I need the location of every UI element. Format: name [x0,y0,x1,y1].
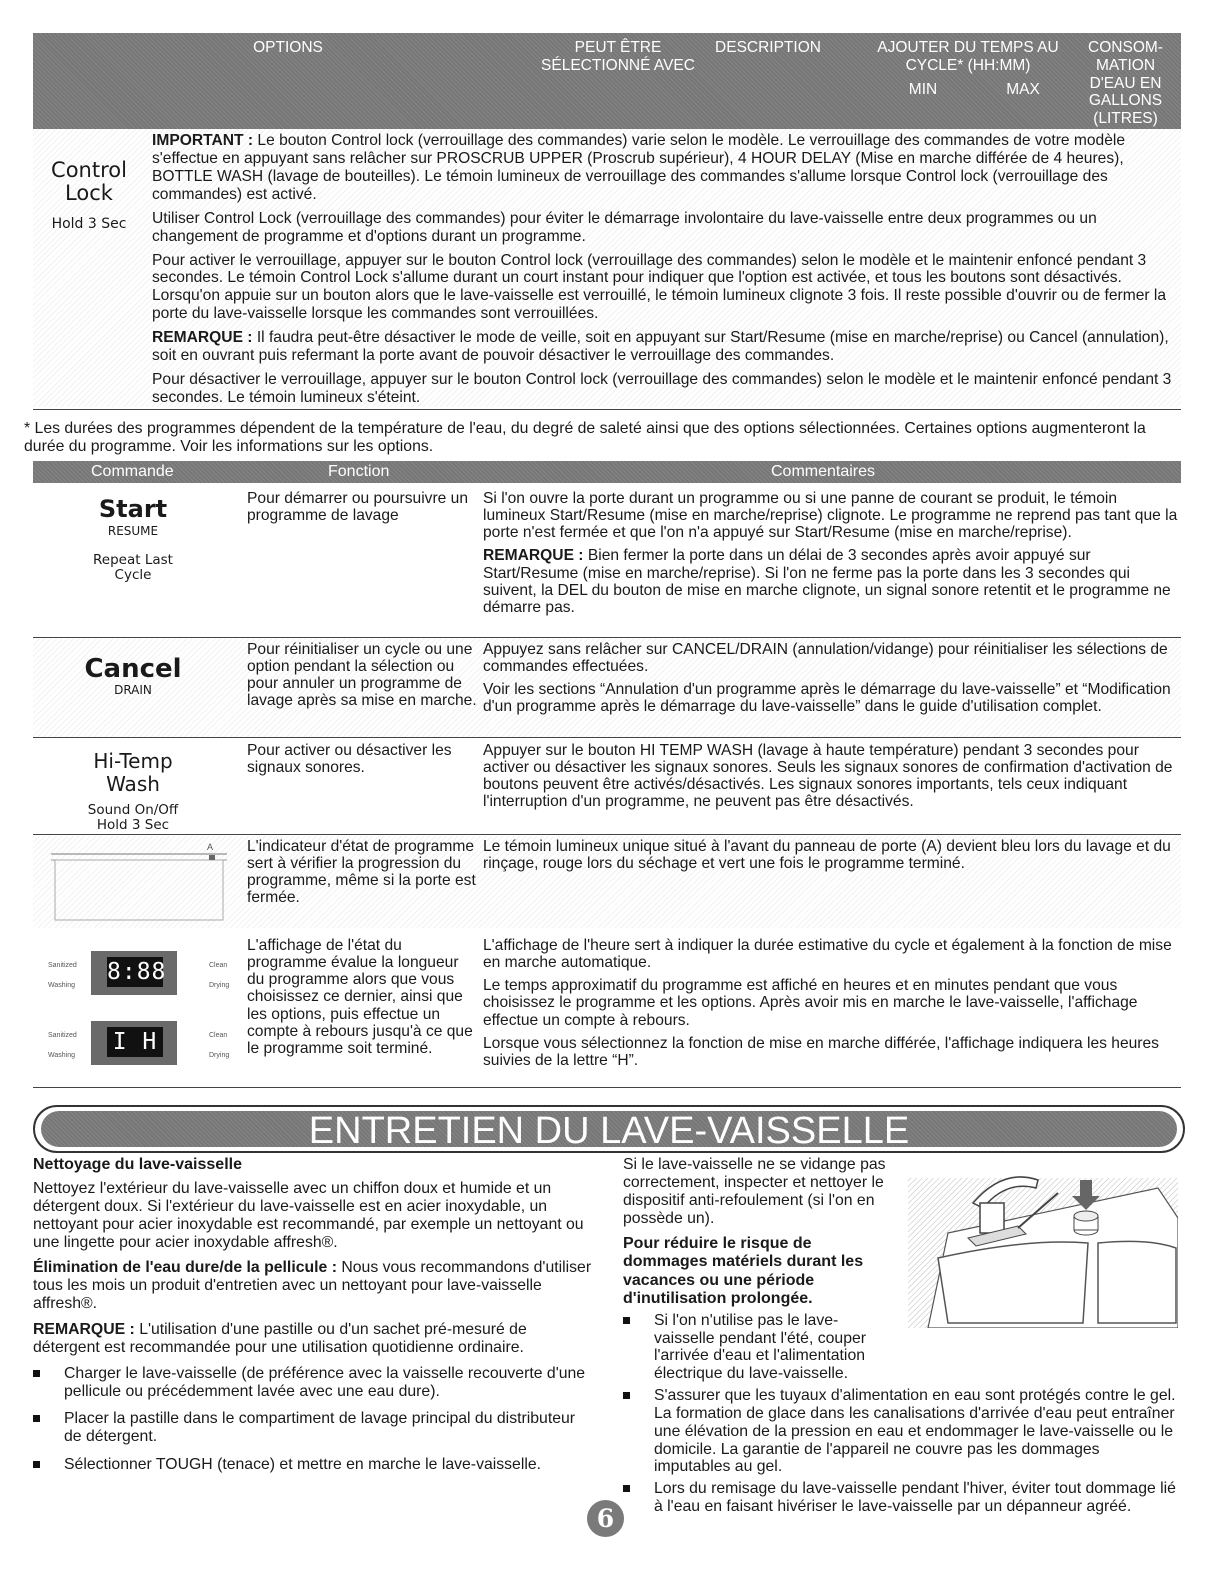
header-commentaires: Commentaires [771,463,876,480]
cleaning-heading: Nettoyage du lave-vaisselle [33,1156,242,1173]
delay-display [91,1021,177,1065]
maint-remarque-text: L'utilisation d'une pastille ou d'un sachet pré-mesuré de détergent est recommandée pour une utilisation quotidienne ordinaire. [33,1320,527,1356]
display-comments [483,937,1178,1075]
list-item: Charger le lave-vaisselle (de préférence avec la vaisselle recouverte d'une pellicule ou précédemment lavée avec une eau dure). [33,1365,593,1401]
control-lock-subtitle: Hold 3 Sec [51,216,127,233]
list-item: Placer la pastille dans le compartiment de lavage principal du distributeur de détergent. [33,1410,593,1446]
display-comment-3: Lorsque vous sélectionnez la fonction de mise en marche différée, l'affichage indiquera les heures suivies de la lettre “H”. [483,1034,1159,1069]
cancel-comment-2: Voir les sections “Annulation d'un programme après le démarrage du lave-vaisselle” et “Modification d'un programme après le démarrage du lave-vaisselle” dans le guide d'utilisation complet. [483,681,1171,716]
command-table-header [33,461,1181,483]
cancel-fonction: Pour réinitialiser un cycle ou une option pendant la sélection ou pour annuler un programme de lavage après sa mise en marche. [247,641,477,710]
remarque-paragraph [152,329,1174,365]
list-item: Sélectionner TOUGH (tenace) et mettre en marche le lave-vaisselle. [33,1456,593,1474]
display-fonction: L'affichage de l'état du programme évalue la longueur du programme alors que vous choisissez ce dernier, ainsi que les options, puis effectue un compte à rebours jusqu'à ce que le programme soit terminé. [247,937,473,1057]
section-banner [33,1105,1185,1153]
divider [33,737,1181,738]
display-comment-2: Le temps approximatif du programme est affiché en heures et en minutes pendant que vous choisissez le programme et les options. Après avoir mis en marche le lave-vaisselle, l'affichage effectue un compte à rebours. [483,977,1138,1029]
hitemp-title-1: Hi-Temp [93,749,173,773]
control-lock-para-3: Pour activer le verrouillage, appuyer sur le bouton Control lock (verrouillage des commandes) selon le modèle et le maintenir enfoncé pendant 3 secondes. Le témoin Control Lock s'allume durant un court instant pour indiquer que l'option est activée, et tous les boutons sont désactivés. Lorsqu'on appuie sur un bouton alors que le lave-vaisselle est verrouillé, le témoin lumineux clignote 3 fois. Il reste possible d'ouvrir ou de fermer la porte du lave-vaisselle lorsque les commandes sont verrouillées. [152,251,1167,323]
hard-water-label: Élimination de l'eau dure/de la pellicule : [33,1259,337,1277]
hitemp-sub-2: Hold 3 Sec [96,817,170,834]
header-fonction: Fonction [328,463,390,480]
header-max: MAX [1006,81,1040,98]
indicator-fonction: L'indicateur d'état de programme sert à vérifier la progression du programme, même si la porte est fermée. [247,838,476,907]
door-panel-illustration [33,836,233,926]
header-options: OPTIONS [253,39,323,56]
start-title: Start [98,495,168,523]
control-lock-label [33,159,145,233]
cancel-title: Cancel [84,654,182,684]
header-ajouter: AJOUTER DU TEMPS AU CYCLE* (HH:MM) [877,39,1059,74]
drying-label: Drying [209,982,230,989]
display-illustration [33,935,238,1085]
cleaning-steps-list [33,1365,593,1474]
washing-label: Washing [48,982,75,989]
start-row [33,488,1181,636]
drying-label: Drying [209,1052,230,1059]
divider [33,1087,1181,1088]
start-button-label [33,496,233,583]
cleaning-para-1: Nettoyez l'extérieur du lave-vaisselle avec un chiffon doux et humide et un détergent doux. Si l'extérieur du lave-vaisselle est en acier inoxydable, un nettoyant pour acier inoxydable est recommandé, par exemple un nettoyant ou une lingette pour acier inoxydable affresh®. [33,1180,584,1251]
maintenance-right-column [623,1156,1178,1520]
cancel-sub: DRAIN [114,683,152,698]
start-comment-1: Si l'on ouvre la porte durant un programme ou si une panne de courant se produit, le témoin lumineux Start/Resume (mise en marche/reprise) clignote. Le programme ne reprend pas tant que la porte n'est fermée et que l'on n'a appuyé sur Start/Resume (mise en marche/reprise). [483,490,1178,542]
hitemp-row [33,740,1181,832]
sanitized-label: Sanitized [48,962,77,969]
start-remarque [483,547,1178,616]
cancel-button-label [33,655,233,698]
indicator-comments [483,838,1178,878]
cancel-row [33,639,1181,737]
hard-water-paragraph [33,1259,593,1313]
remarque-label: REMARQUE : [152,329,253,347]
remarque-text: Il faudra peut-être désactiver le mode de veille, soit en appuyant sur Start/Resume (mise en marche/reprise) ou Cancel (annulation), soit en ouvrant puis refermant la porte avant de pouvoir désactiver le verrouillage des commandes. [152,329,1169,365]
lcd-readout-1: 8:88 [107,959,167,985]
control-lock-title: Control Lock [51,158,127,206]
control-lock-para-5: Pour désactiver le verrouillage, appuyer sur le bouton Control lock (verrouillage des commandes) selon le modèle et le maintenir enfoncé pendant 3 secondes. Le témoin lumineux s'éteint. [152,371,1172,406]
vacation-list [623,1312,1178,1516]
display-comment-1: L'affichage de l'heure sert à indiquer la durée estimative du cycle et également à la fonction de mise en marche automatique. [483,937,1172,972]
washing-label: Washing [48,1052,75,1059]
hitemp-button-label [33,750,233,834]
hitemp-comments [483,742,1178,817]
header-commande: Commande [91,463,174,480]
important-label: IMPORTANT : [152,132,254,149]
clean-label: Clean [209,962,228,969]
lcd-readout-2: I H [107,1027,163,1057]
control-lock-para-2: Utiliser Control Lock (verrouillage des commandes) pour éviter le démarrage involontaire du lave-vaisselle entre deux programmes ou un changement de programme et d'options durant un programme. [152,209,1097,245]
start-remarque-text: Bien fermer la porte dans un délai de 3 secondes après avoir appuyé sur Start/Resume (mise en marche/reprise). Si l'on ne ferme pas la porte dans les 3 secondes qui suivent, la DEL du bouton de mise en marche clignote, un signal sonore retentit et le programme ne démarre pas. [483,547,1171,616]
list-item: Lors du remisage du lave-vaisselle pendant l'hiver, éviter tout dommage lié à l'eau en faisant hivériser le lave-vaisselle par un dépanneur agréé. [623,1480,1178,1516]
marker-a: A [207,842,214,852]
vacation-heading: Pour réduire le risque de dommages matériels durant les vacances ou une période d'inutilisation prolongée. [623,1235,864,1307]
start-comments [483,490,1178,622]
divider [33,637,1181,638]
important-text: Le bouton Control lock (verrouillage des commandes) varie selon le modèle. Le verrouillage des commandes de votre modèle s'effectue en appuyant sans relâcher sur PROSCRUB UPPER (Proscrub supérieur), 4 HOUR DELAY (Mise en marche différée de 4 heures), BOTTLE WASH (lavage de bouteilles). Le témoin lumineux de verrouillage des commandes s'allume lorsque Control lock (verrouillage des commandes) est activé. [152,132,1126,203]
hard-water-text: Nous vous recommandons d'utiliser tous les mois un produit d'entretien avec un nettoyant pour lave-vaisselle affresh®. [33,1259,592,1313]
door-panel-icon [33,836,233,926]
cancel-comment-1: Appuyez sans relâcher sur CANCEL/DRAIN (annulation/vidange) pour réinitialiser les sélections de commandes effectuées. [483,641,1168,676]
hitemp-sub-1: Sound On/Off [87,802,179,819]
maint-remarque-paragraph [33,1321,593,1357]
maintenance-left-column [33,1156,593,1484]
header-min: MIN [908,81,938,98]
clean-label: Clean [209,1032,228,1039]
footnote: * Les durées des programmes dépendent de la température de l'eau, du degré de saleté ainsi que des options sélectionnées. Certaines options augmenteront la durée du programme. Voir les informations sur les options. [24,420,1146,455]
start-fonction: Pour démarrer ou poursuivre un programme de lavage [247,490,469,525]
start-extra-1: Repeat Last [93,551,173,568]
cancel-comments [483,641,1178,722]
list-item [623,1312,1178,1383]
start-extra-2: Cycle [114,566,152,583]
maint-remarque-label: REMARQUE : [33,1320,135,1338]
control-lock-description [152,132,1174,413]
header-description: DESCRIPTION [715,39,821,56]
list-item: S'assurer que les tuyaux d'alimentation en eau sont protégés contre le gel. La formation de glace dans les canalisations d'arrivée d'eau peut entraîner une élévation de la pression en eau et endommager le lave-vaisselle ou le domicile. La garantie de l'appareil ne couvre pas les dommages imputables au gel. [623,1387,1178,1476]
banner-title: ENTRETIEN DU LAVE-VAISSELLE [41,1111,1177,1147]
display-row [33,935,1181,1085]
vacation-bullet-1: Si l'on n'utilise pas le lave-vaisselle pendant l'été, couper l'arrivée d'eau et l'alimentation électrique du lave-vaisselle. [654,1311,867,1383]
start-sub: RESUME [107,524,159,539]
divider [33,409,1181,410]
drain-intro: Si le lave-vaisselle ne se vidange pas correctement, inspecter et nettoyer le dispositif anti-refoulement (si l'on en possède un). [623,1156,886,1227]
page-number: 6 [587,1500,624,1537]
time-display [91,951,177,995]
important-paragraph [152,132,1174,204]
header-consommation: CONSOM-MATION D'EAU EN GALLONS (LITRES) [1088,39,1163,128]
indicator-row [33,836,1181,928]
options-table-header [33,33,1181,129]
sanitized-label: Sanitized [48,1032,77,1039]
hitemp-title-2: Wash [106,771,160,796]
divider [33,834,1181,835]
header-peut-etre: PEUT ÊTRE SÉLECTIONNÉ AVEC [541,39,695,74]
indicator-comment-1: Le témoin lumineux unique situé à l'avant du panneau de porte (A) devient bleu lors du lavage et du rinçage, rouge lors du séchage et vert une fois le programme terminé. [483,838,1171,873]
hitemp-comment-1: Appuyer sur le bouton HI TEMP WASH (lavage à haute température) pendant 3 secondes pour activer ou désactiver les signaux sonores. Seuls les signaux sonores de confirmation d'activation de boutons peuvent être activés/désactivés. Les signaux sonores importants, tels ceux indiquant l'interruption d'un programme, ne peuvent pas être désactivés. [483,742,1173,811]
start-remarque-label: REMARQUE : [483,547,584,565]
control-lock-row [33,129,1181,407]
hitemp-fonction: Pour activer ou désactiver les signaux sonores. [247,742,452,777]
